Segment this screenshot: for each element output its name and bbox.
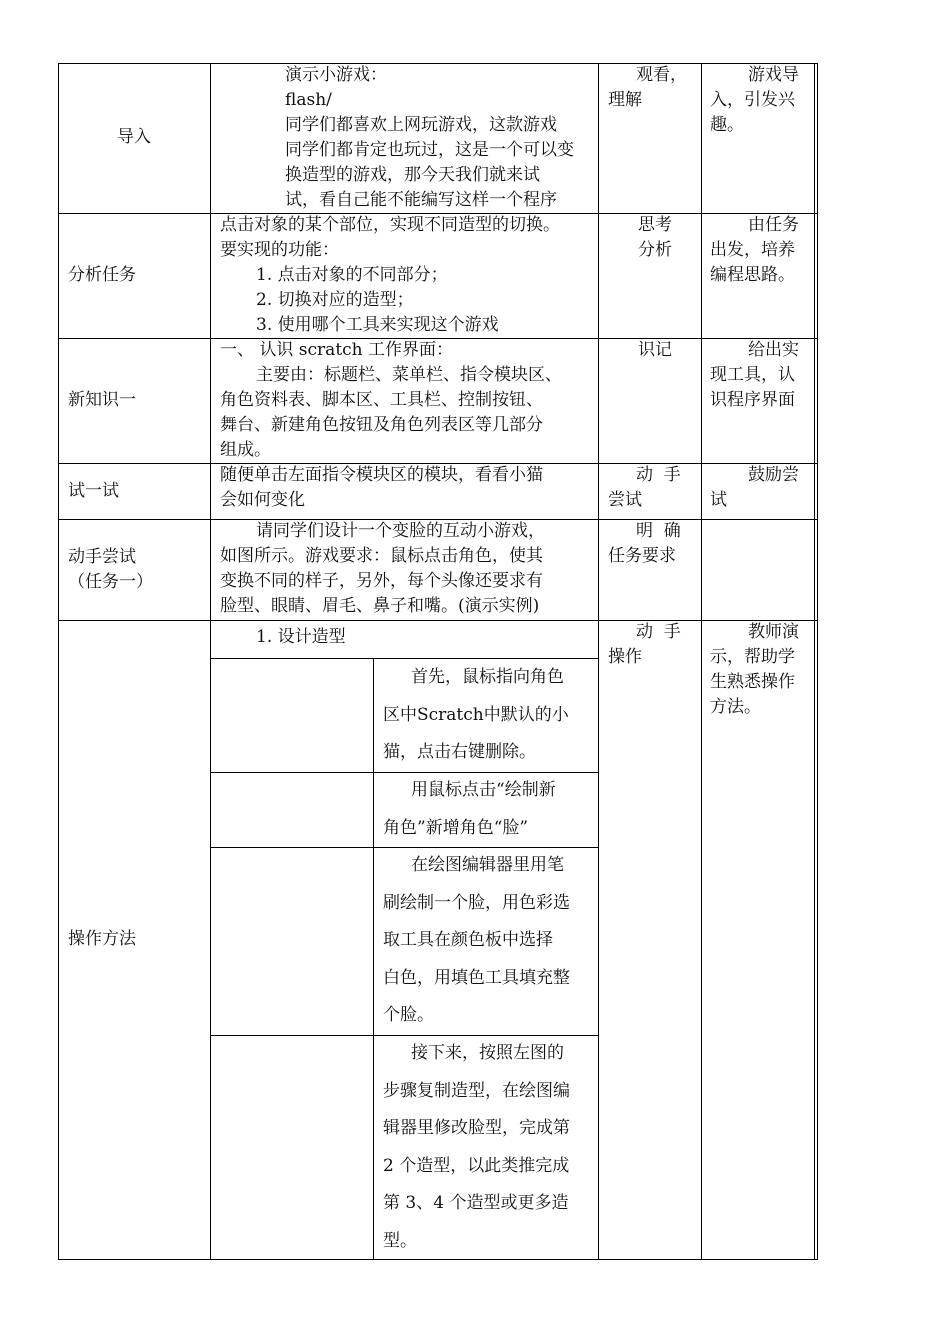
row-label-intro: 导入 — [117, 127, 151, 147]
text-line: 变换不同的样子，另外，每个头像还要求有 — [220, 571, 543, 591]
text-line: 取工具在颜色板中选择 — [383, 930, 553, 950]
text-line: 动手尝试 — [68, 547, 136, 567]
text-line: 会如何变化 — [220, 490, 305, 510]
text-line: 如图所示。游戏要求：鼠标点击角色，使其 — [220, 546, 543, 566]
step-2 — [383, 772, 556, 847]
text-line: 首先，鼠标指向角色 — [411, 667, 564, 687]
operation-student — [608, 620, 681, 670]
text-line: 趣。 — [710, 115, 744, 135]
text-line: 同学们都肯定也玩过，这是一个可以变 — [285, 140, 574, 160]
text-line: 操作 — [608, 647, 642, 667]
text-line: 动 手 — [636, 465, 681, 485]
rule — [598, 63, 599, 1260]
step-3 — [383, 847, 570, 1035]
try-intent — [710, 463, 799, 513]
text-line: 舞台、新建角色按钮及角色列表区等几部分 — [220, 415, 543, 435]
text-line: 组成。 — [220, 440, 271, 460]
new-knowledge-student — [638, 338, 672, 363]
new-knowledge-content — [220, 338, 562, 463]
text-line: 区中Scratch中默认的小 — [383, 704, 569, 725]
text-line: 示，帮助学 — [710, 647, 795, 667]
text-line: 明 确 — [636, 521, 681, 541]
text-line: 入，引发兴 — [710, 90, 795, 110]
operation-intent — [710, 620, 799, 720]
text-line: 辑器里修改脸型，完成第 — [383, 1118, 570, 1138]
rule — [58, 63, 59, 1260]
text-line: 换造型的游戏，那今天我们就来试 — [285, 165, 540, 185]
text-line: 一、 认识 scratch 工作界面： — [220, 340, 454, 360]
task1-student — [608, 519, 681, 569]
text-line: 现工具，认 — [710, 365, 795, 385]
new-knowledge-intent — [710, 338, 799, 413]
row-label-operation: 操作方法 — [68, 929, 136, 949]
row-label-task1 — [68, 545, 153, 595]
text-line: 刷绘制一个脸，用色彩选 — [383, 892, 570, 913]
text-line: 由任务 — [748, 215, 799, 235]
text-line: 1. 点击对象的不同部分； — [256, 265, 448, 285]
text-line: 尝试 — [608, 490, 642, 510]
text-line: 脸型、眼睛、眉毛、鼻子和嘴。(演示实例) — [220, 596, 540, 616]
text-line: 游戏导 — [748, 65, 799, 85]
text-line: 要实现的功能： — [220, 240, 339, 260]
text-line: 2 个造型，以此类推完成 — [383, 1155, 570, 1176]
text-line: 用鼠标点击“绘制新 — [411, 780, 556, 800]
analysis-student — [638, 213, 672, 263]
text-line: 理解 — [608, 90, 642, 110]
text-line: 主要由：标题栏、菜单栏、指令模块区、 — [256, 365, 562, 385]
text-line: 编程思路。 — [710, 265, 795, 285]
text-line: 个脸。 — [383, 1005, 434, 1025]
text-line: 角色资料表、脚本区、工具栏、控制按钮、 — [220, 390, 543, 410]
try-content — [220, 463, 543, 513]
text-line: 2. 切换对应的造型； — [256, 290, 414, 310]
analysis-intent — [710, 213, 799, 288]
analysis-content — [220, 213, 560, 338]
intro-content — [285, 63, 574, 213]
intro-intent — [710, 63, 799, 138]
text-line: 给出实 — [748, 340, 799, 360]
row-label-new-knowledge: 新知识一 — [68, 390, 136, 410]
text-line: 鼓励尝 — [748, 465, 799, 485]
text-line: 点击对象的某个部位，实现不同造型的切换。 — [220, 215, 560, 235]
text-line: 思考 — [638, 215, 672, 235]
text-line: 在绘图编辑器里用笔 — [411, 855, 564, 875]
text-line: 步骤复制造型，在绘图编 — [383, 1080, 570, 1101]
lesson-plan-table — [58, 63, 817, 1260]
text-line: 随便单击左面指令模块区的模块，看看小猫 — [220, 465, 543, 485]
text-line: 角色”新增角色“脸” — [383, 817, 529, 838]
rule — [210, 63, 211, 1260]
text-line: flash/ — [285, 90, 332, 110]
text-line: 识记 — [638, 340, 672, 360]
text-line: 动 手 — [636, 622, 681, 642]
rule — [373, 658, 374, 1260]
row-label-analysis: 分析任务 — [68, 265, 136, 285]
text-line: 接下来，按照左图的 — [411, 1043, 564, 1063]
text-line: 方法。 — [710, 697, 761, 717]
text-line: 3. 使用哪个工具来实现这个游戏 — [256, 315, 499, 335]
step-1 — [383, 659, 569, 772]
text-line: 观看， — [636, 65, 687, 85]
text-line: 演示小游戏： — [285, 65, 387, 85]
row-label-try: 试一试 — [68, 481, 119, 501]
rule — [58, 620, 817, 621]
text-line: 出发，培养 — [710, 240, 795, 260]
try-student — [608, 463, 681, 513]
text-line: 请同学们设计一个变脸的互动小游戏， — [256, 521, 545, 541]
text-line: 同学们都喜欢上网玩游戏，这款游戏 — [285, 115, 557, 135]
text-line: 第 3、4 个造型或更多造 — [383, 1193, 569, 1213]
rule — [701, 63, 702, 1260]
task1-content — [220, 519, 545, 619]
text-line: 试，看自己能不能编写这样一个程序 — [285, 190, 557, 210]
intro-student — [608, 63, 687, 113]
text-line: 生熟悉操作 — [710, 672, 795, 692]
step-title: 1. 设计造型 — [256, 627, 346, 647]
rule — [817, 63, 818, 1260]
text-line: 型。 — [383, 1230, 417, 1251]
text-line: 白色，用填色工具填充整 — [383, 967, 570, 988]
rule — [814, 63, 815, 1260]
text-line: 猫，点击右键删除。 — [383, 742, 536, 762]
text-line: 教师演 — [748, 622, 799, 642]
text-line: 分析 — [638, 240, 672, 260]
text-line: 识程序界面 — [710, 390, 795, 410]
text-line: 试 — [710, 490, 727, 510]
text-line: 任务要求 — [608, 546, 676, 566]
step-4 — [383, 1035, 570, 1260]
text-line: （任务一） — [68, 572, 153, 592]
